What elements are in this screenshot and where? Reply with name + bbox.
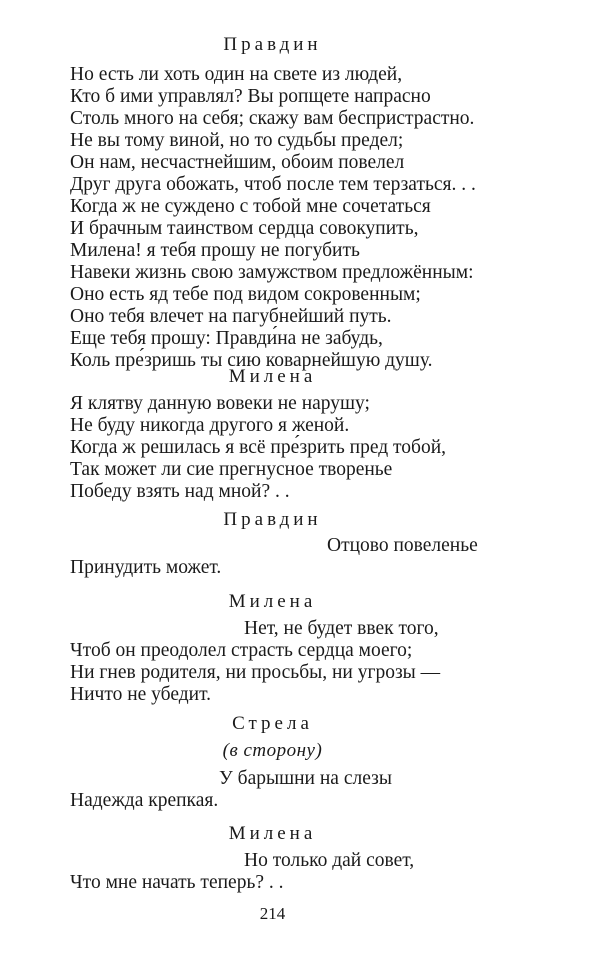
verse-line: Что мне начать теперь? . . — [70, 872, 284, 893]
verse-line: Так может ли сие прегнусное творенье — [70, 459, 393, 480]
verse-line: Не буду никогда другого я женой. — [70, 415, 350, 436]
verse-line: Ни гнев родителя, ни просьбы, ни угрозы — — [70, 662, 441, 683]
verse-line: Но есть ли хоть один на свете из людей, — [70, 64, 403, 85]
verse-line: И брачным таинством сердца совокупить, — [70, 218, 419, 239]
verse-line: Не вы тому виной, но то судьбы предел; — [70, 130, 404, 151]
verse-line: Кто б ими управлял? Вы ропщете напрасно — [70, 86, 431, 107]
stage-direction: (в сторону) — [222, 740, 323, 761]
verse-block — [70, 640, 440, 706]
verse-line: Победу взять над мной? . . — [70, 481, 290, 502]
verse-line: Оно тебя влечет на пагубнейший путь. — [70, 306, 392, 327]
verse-line-indented: У барышни на слезы — [219, 768, 392, 789]
verse-line: Когда ж решилась я всё пре́зрить пред тобой, — [70, 437, 447, 458]
verse-line: Ничто не убедит. — [70, 684, 212, 705]
verse-line: Милена! я тебя прошу не погубить — [70, 240, 360, 261]
verse-block — [70, 64, 476, 372]
verse-line: Принудить может. — [70, 557, 222, 578]
verse-line: Он нам, несчастнейшим, обоим повелел — [70, 152, 405, 173]
verse-line-indented: Отцово повеленье — [327, 535, 478, 556]
verse-block — [70, 790, 218, 812]
verse-line-indented: Нет, не будет ввек того, — [244, 618, 439, 639]
verse-block — [70, 557, 221, 579]
verse-line: Друг друга обожать, чтоб после тем терзаться. . . — [70, 174, 476, 195]
verse-line: Еще тебя прошу: Правди́на не забудь, — [70, 328, 383, 349]
verse-line-indented: Но только дай совет, — [244, 850, 415, 871]
speaker-name: Милена — [228, 366, 317, 387]
speaker-name: Милена — [228, 823, 317, 844]
verse-line: Навеки жизнь свою замужством предложённым: — [70, 262, 474, 283]
verse-line: Чтоб он преодолел страсть сердца моего; — [70, 640, 413, 661]
speaker-name: Правдин — [223, 34, 322, 55]
page-number: 214 — [259, 904, 286, 923]
verse-line: Коль пре́зришь ты сию коварнейшую душу. — [70, 350, 433, 371]
verse-line: Надежда крепкая. — [70, 790, 219, 811]
speaker-name: Стрела — [232, 713, 313, 734]
verse-line: Когда ж не суждено с тобой мне сочетаться — [70, 196, 431, 217]
verse-line: Я клятву данную вовеки не нарушу; — [70, 393, 370, 414]
speaker-name: Правдин — [223, 509, 322, 530]
speaker-name: Милена — [228, 591, 317, 612]
verse-line: Столь много на себя; скажу вам беспристрастно. — [70, 108, 475, 129]
verse-block — [70, 393, 446, 503]
verse-block — [70, 872, 284, 894]
verse-line: Оно есть яд тебе под видом сокровенным; — [70, 284, 421, 305]
